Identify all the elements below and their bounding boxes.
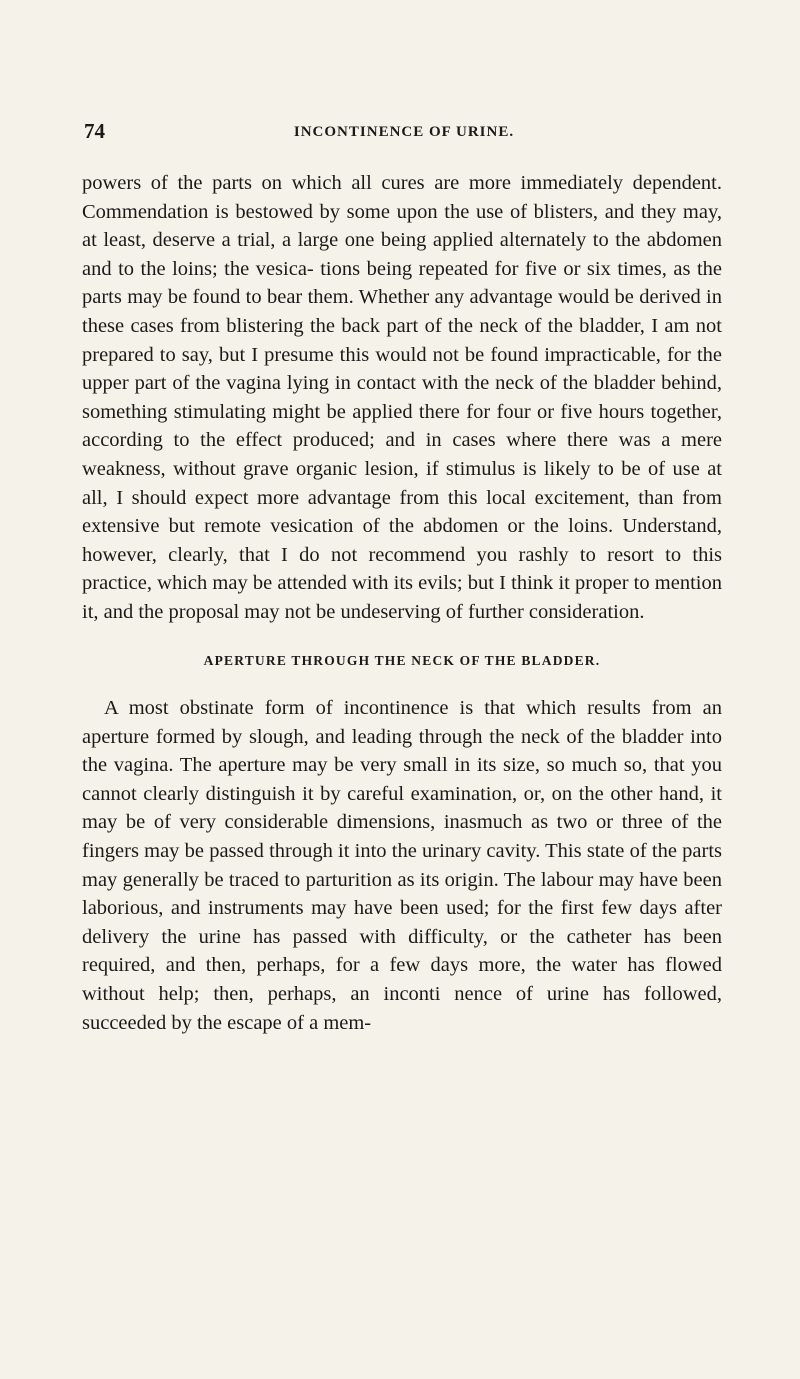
running-head (84, 120, 724, 142)
page-number: 74 (84, 119, 105, 143)
paragraph-aperture: A most obstinate form of incontinence is that which results from an aperture formed by slough, and leading through the neck of the bladder into the vagina. The aperture may be very small in its size, so much so, that you cannot clearly distinguish it by careful examination, or, on the other hand, it may be of very considerable dimensions, inasmuch as two or three of the fingers may be passed through it into the urinary cavity. This state of the parts may generally be traced to parturition as its origin. The labour may have been laborious, and instruments may have been used; for the first few days after delivery the urine has passed with difficulty, or the catheter has been required, and then, perhaps, for a few days more, the water has flowed without help; then, perhaps, an inconti nence of urine has followed, succeeded by the escape of a mem- (82, 697, 722, 1034)
section-heading: APERTURE THROUGH THE NECK OF THE BLADDER. (203, 653, 601, 668)
running-title: INCONTINENCE OF URINE. (293, 124, 515, 140)
paragraph-continued: powers of the parts on which all cures are more immediately dependent. Commendation is bestowed by some upon the use of blisters, and they may, at least, deserve a trial, a large one being applied alternately to the abdomen and to the loins; the vesica- tions being repeated for five or six times, as the parts may be found to bear them. Whether any advantage would be derived in these cases from blistering the back part of the neck of the bladder, I am not prepared to say, but I presume this would not be found impracticable, for the upper part of the vagina lying in contact with the neck of the bladder behind, something stimulating might be applied there for four or five hours together, according to the effect produced; and in cases where there was a mere weakness, without grave organic lesion, if stimulus is likely to be of use at all, I should expect more advantage from this local excitement, than from extensive but remote vesication of the abdomen or the loins. Understand, however, clearly, that I do not recommend you rashly to resort to this practice, which may be attended with its evils; but I think it proper to mention it, and the proposal may not be undeserving of further consideration. (82, 172, 722, 623)
